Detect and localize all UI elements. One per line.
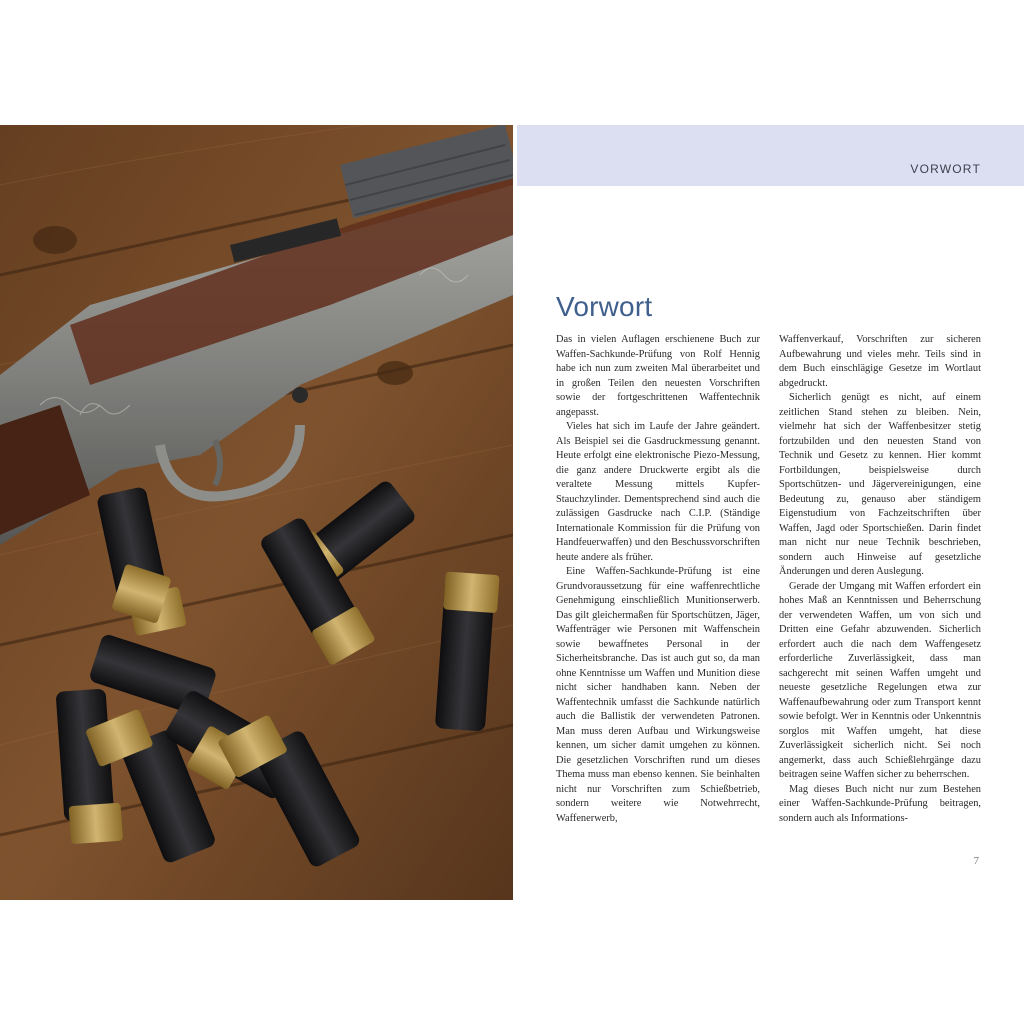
page-number: 7 bbox=[973, 855, 979, 867]
running-header bbox=[517, 125, 1024, 186]
shotgun-shells-illustration bbox=[0, 125, 513, 900]
paragraph: Vieles hat sich im Laufe der Jahre geändert. Als Beispiel sei die Gasdruckmessung genannt. Heute erfolgt eine elektronische Piezo-Messung, die ganz andere Druckwerte ergibt als die veraltete Messung mittels Kupfer-Stauchzylinder. Dementsprechend sind auch die zulässigen Gasdrucke nach C.I.P. (Ständige Internationale Kommission für die Prüfung von Handfeuerwaffen) und den Beschussvorschriften heute andere als früher. bbox=[556, 421, 760, 563]
paragraph: Sicherlich genügt es nicht, auf einem zeitlichen Stand stehen zu bleiben. Nein, vielmehr hat sich der Waffenbesitzer stetig fortzubilden und den neuesten Stand von Technik und Gesetz zu kennen. Hier kommt Fortbildungen, beispielsweise durch Sportschützen- und Jägervereinigungen, eine Bedeutung zu, genauso aber ständigem Eigenstudium von Fachzeitschriften über Waffen, Jagd oder Sportschießen. Darin findet man nicht nur neue Technik beschrieben, sondern auch Hinweise auf gesetzliche Änderungen und deren Auslegung. bbox=[779, 392, 981, 577]
section-label: VORWORT bbox=[910, 162, 981, 176]
paragraph: Mag dieses Buch nicht nur zum Bestehen einer Waffen-Sachkunde-Prüfung beitragen, sondern auch als Informations- bbox=[779, 783, 981, 824]
text-column-left bbox=[556, 333, 760, 826]
paragraph: Gerade der Umgang mit Waffen erfordert ein hohes Maß an Kenntnissen und Beherrschung der verwendeten Waffen, um von sich und Dritten eine Gefahr abzuwenden. Sicherlich erfordert auch die nach dem Waffengesetz erforderliche Zuverlässigkeit, dass man sachgerecht mit seinen Waffen umgeht und neueste gesetzliche Regelungen etwa zur Waffenaufbewahrung oder zum Transport kennt sowie befolgt. Wer in Kenntnis oder Unkenntnis sorglos mit Waffen umgeht, hat diese Zuverlässigkeit sicherlich nicht. Sei noch angemerkt, dass auch Schießlehrgänge dazu beitragen seine Waffen sicher zu beherrschen. bbox=[779, 580, 981, 780]
cover-photo bbox=[0, 125, 513, 900]
paragraph: Eine Waffen-Sachkunde-Prüfung ist eine Grundvoraussetzung für eine waffenrechtliche Genehmigung einschließlich Munitionserwerb. Das gilt gleichermaßen für Sportschützen, Jäger, Waffenträger wie Personen mit Waffenschein sowie bewaffnetes Personal in der Sicherheitsbranche. Das ist auch gut so, da man ohne Kenntnisse um Waffen und Munition diese nicht sicher handhaben kann. Neben der Waffentechnik umfasst die Sachkunde natürlich auch die Ballistik der verwendeten Patronen. Man muss deren Aufbau und Wirkungsweise kennen, um sicher damit umgehen zu können. Die gesetzlichen Vorschriften rund um dieses Thema muss man ebenso kennen. Sie beinhalten nicht nur Vorschriften zum Schießbetrieb, sondern weitere wie Notwehrrecht, Waffenerwerb, bbox=[556, 566, 760, 824]
text-column-right bbox=[779, 333, 981, 826]
paragraph: Waffenverkauf, Vorschriften zur sicheren Aufbewahrung und vieles mehr. Teils sind in dem Buch einschlägige Gesetze im Wortlaut abgedruckt. bbox=[779, 334, 981, 389]
page-title: Vorwort bbox=[556, 290, 653, 322]
paragraph: Das in vielen Auflagen erschienene Buch zur Waffen-Sachkunde-Prüfung von Rolf Hennig habe ich nun zum zweiten Mal überarbeitet und in großen Teilen den neuesten Vorschriften sowie der fortgeschrittenen Waffentechnik angepasst. bbox=[556, 334, 760, 418]
